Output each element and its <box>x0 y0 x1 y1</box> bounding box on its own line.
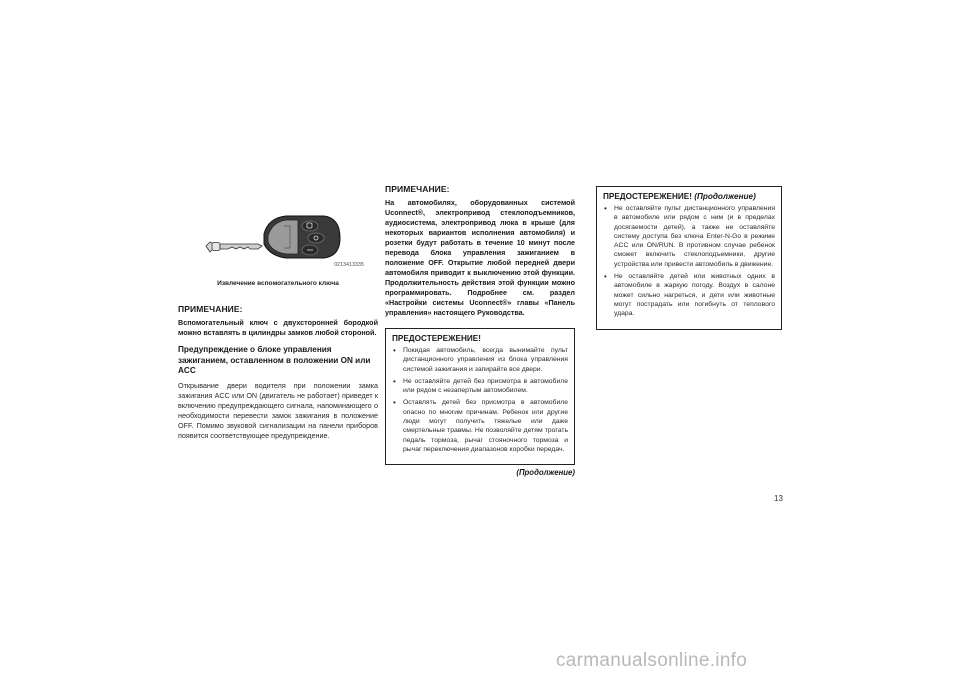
warning-item: • Не оставляйте пульт дистанционного управления в автомобиле или рядом с ним (и в пределах досягаемости детей), а также не оставляйте систему доступа без ключа Enter-N-Go в режиме ACC или ON/RUN. В противном случае ребенок сможет включить стеклоподъемники, другие устройства или привести автомобиль в движение. <box>603 204 775 269</box>
note-heading: ПРИМЕЧАНИЕ: <box>178 304 243 314</box>
left-column <box>178 200 378 441</box>
warning-list-continued <box>603 204 775 319</box>
warning-title-cont: (Продолжение) <box>694 192 756 201</box>
watermark-text: carmanualsonline.info <box>556 650 748 671</box>
warning-item: • Покидая автомобиль, всегда вынимайте пульт дистанционного управления из блока управления системой зажигания и запирайте все двери. <box>392 346 568 374</box>
note-text-2: На автомобилях, оборудованных системой Uconnect®, электропривод стеклоподъемников, аудиосистема, электропривод люка в крыше (для некоторых вариантов исполнения автомобиля) и розетки будут работать в течение 10 минут после перевода блока управления зажиганием в положение OFF. Открытие любой передней двери автомобиля приводит к выключению этой функции. Продолжительность действия этой функции можно программировать. Подробнее см. раздел «Настройки системы Uconnect®» главы «Панель управления» настоящего Руководства. <box>385 198 575 317</box>
page-number: 13 <box>774 494 783 503</box>
continued-label: (Продолжение) <box>516 468 575 478</box>
warning-item: • Не оставляйте детей без присмотра в автомобиле или рядом с незапертым автомобилем. <box>392 377 568 396</box>
warning-item: • Оставлять детей без присмотра в автомобиле опасно по многим причинам. Ребенок или другие люди могут получить тяжелые или даже смертельные травмы. Не позволяйте детям трогать педаль тормоза, рычаг стояночного тормоза и рычаг переключения диапазонов коробки передач. <box>392 398 568 454</box>
warning-box <box>385 328 575 465</box>
key-fob-illustration <box>198 208 348 266</box>
key-figure <box>178 200 378 280</box>
warning-box-continued <box>596 186 782 330</box>
warning-title-continued <box>603 192 775 201</box>
section-text: Открывание двери водителя при положении замка зажигания ACC или ON (двигатель не работает) приведет к включению предупреждающего сигнала, напоминающего о необходимости перевести замок зажигания в положение OFF. Помимо звуковой сигнализации на панели приборов появится соответствующее предупреждение. <box>178 380 378 440</box>
warning-list <box>392 346 568 454</box>
note-text: Вспомогательный ключ с двухсторонней бородкой можно вставлять в цилиндры замков любой стороной. <box>178 318 378 337</box>
warning-title: ПРЕДОСТЕРЕЖЕНИЕ! <box>392 334 481 343</box>
figure-code: 0213413335 <box>334 262 364 268</box>
note-heading-2: ПРИМЕЧАНИЕ: <box>385 184 450 194</box>
warning-item: • Не оставляйте детей или животных одних в автомобиле в жаркую погоду. Воздух в салоне может сильно нагреться, и дети или животные могут пострадать или погибнуть от теплового удара. <box>603 272 775 318</box>
middle-column <box>385 184 575 477</box>
warning-title-text: ПРЕДОСТЕРЕЖЕНИЕ! <box>603 192 692 201</box>
figure-caption: Извлечение вспомогательного ключа <box>217 280 339 287</box>
section-heading: Предупреждение о блоке управления зажиганием, оставленном в положении ON или ACC <box>178 345 371 375</box>
right-column <box>596 186 782 330</box>
